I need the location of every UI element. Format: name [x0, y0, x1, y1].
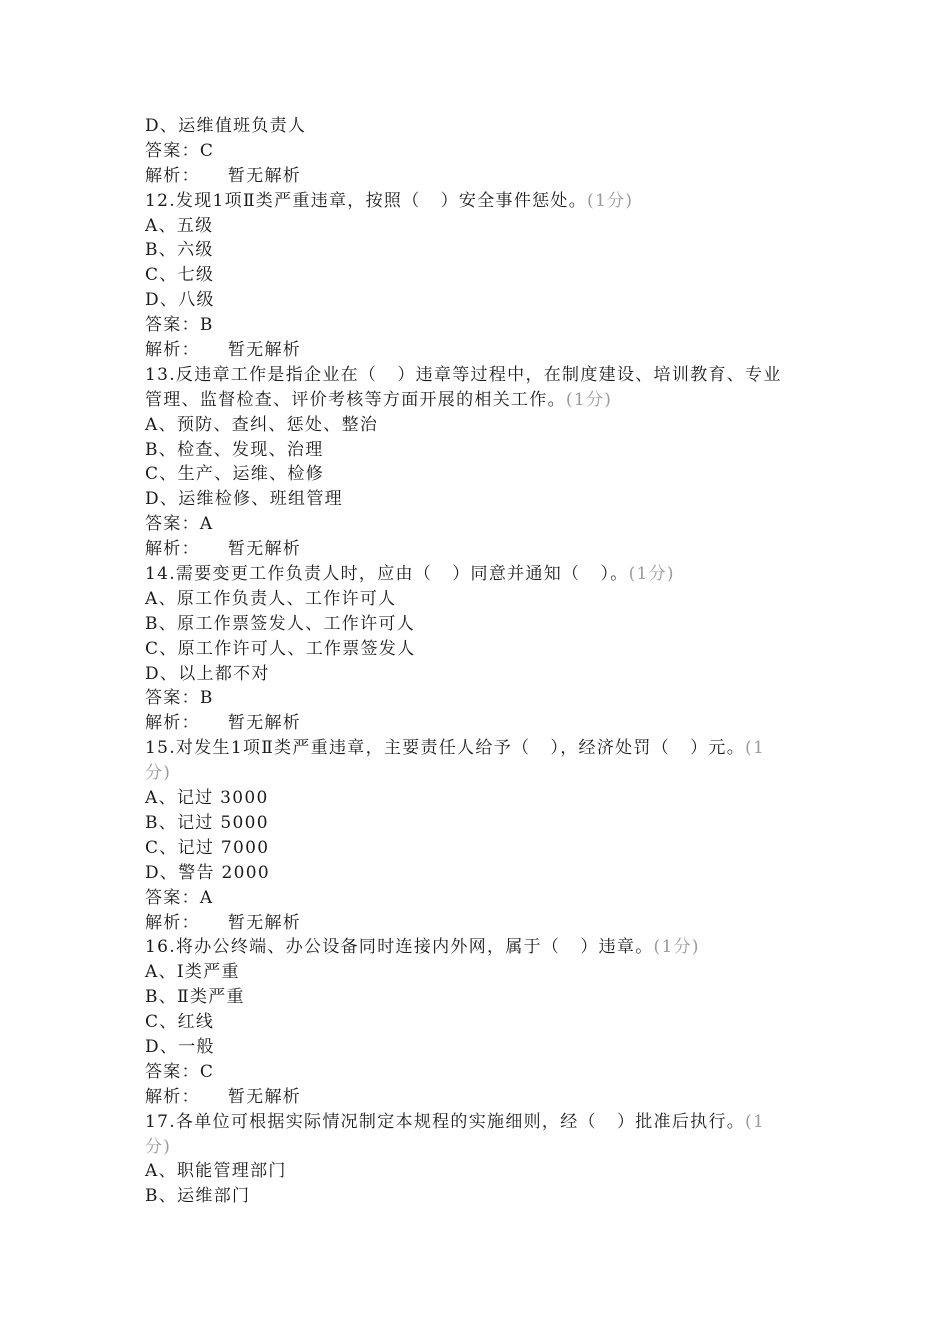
option-b: B、检查、发现、治理	[145, 439, 324, 460]
question-17-stem: 17.各单位可根据实际情况制定本规程的实施细则，经（ ）批准后执行。(1	[145, 1111, 766, 1132]
option-c: C、生产、运维、检修	[145, 464, 325, 485]
option-a: A、记过 3000	[145, 788, 269, 809]
question-15-stem: 15.对发生1项Ⅱ类严重违章，主要责任人给予（ ），经济处罚（ ）元。(1	[145, 738, 766, 759]
analysis: 解析： 暂无解析	[145, 912, 302, 933]
option-a: A、五级	[145, 215, 214, 236]
option-c: C、原工作许可人、工作票签发人	[145, 638, 416, 659]
question-score-wrap: 分)	[145, 763, 172, 784]
answer: 答案：C	[145, 140, 215, 161]
option-b: B、原工作票签发人、工作许可人	[145, 613, 415, 634]
analysis: 解析： 暂无解析	[145, 539, 302, 560]
answer: 答案：B	[145, 315, 214, 336]
option-b: B、Ⅱ类严重	[145, 987, 245, 1008]
question-score: (1分)	[565, 389, 613, 410]
option-c: C、记过 7000	[145, 837, 270, 858]
option-b: B、六级	[145, 240, 214, 261]
option-a: A、原工作负责人、工作许可人	[145, 588, 397, 609]
option-a: A、Ⅰ类严重	[145, 962, 240, 983]
question-score: (1	[745, 738, 766, 759]
question-score: (1	[745, 1111, 766, 1132]
question-score: (1分)	[653, 937, 700, 958]
option-d: D、一般	[145, 1036, 215, 1057]
option-d: D、运维值班负责人	[145, 116, 307, 136]
option-d: D、运维检修、班组管理	[145, 489, 343, 510]
question-score: (1分)	[628, 564, 675, 585]
question-13-stem-line2: 管理、监督检查、评价考核等方面开展的相关工作。(1分)	[145, 389, 613, 410]
option-d: D、八级	[145, 290, 215, 311]
question-16-stem: 16.将办公终端、办公设备同时连接内外网，属于（ ）违章。(1分)	[145, 937, 700, 958]
document-page	[145, 114, 805, 1209]
analysis: 解析： 暂无解析	[145, 1086, 302, 1107]
option-d: D、以上都不对	[145, 663, 270, 684]
analysis: 解析： 暂无解析	[145, 165, 302, 186]
option-c: C、红线	[145, 1012, 215, 1033]
question-13-stem-line1: 13.反违章工作是指企业在（ ）违章等过程中，在制度建设、培训教育、专业	[145, 364, 782, 385]
option-a: A、预防、查纠、惩处、整治	[145, 414, 379, 435]
option-b: B、运维部门	[145, 1186, 251, 1207]
option-d: D、警告 2000	[145, 862, 270, 883]
question-12-stem: 12.发现1项Ⅱ类严重违章，按照（ ）安全事件惩处。(1分)	[145, 190, 634, 211]
option-c: C、七级	[145, 265, 215, 286]
question-score-wrap: 分)	[145, 1136, 172, 1157]
question-score: (1分)	[587, 190, 634, 211]
answer: 答案：B	[145, 688, 214, 709]
answer: 答案：C	[145, 1061, 215, 1082]
answer: 答案：A	[145, 887, 214, 908]
answer: 答案：A	[145, 514, 214, 535]
analysis: 解析： 暂无解析	[145, 340, 302, 361]
question-14-stem: 14.需要变更工作负责人时，应由（ ）同意并通知（ ）。(1分)	[145, 564, 675, 585]
option-a: A、职能管理部门	[145, 1161, 287, 1182]
analysis: 解析： 暂无解析	[145, 713, 302, 734]
option-b: B、记过 5000	[145, 812, 269, 833]
